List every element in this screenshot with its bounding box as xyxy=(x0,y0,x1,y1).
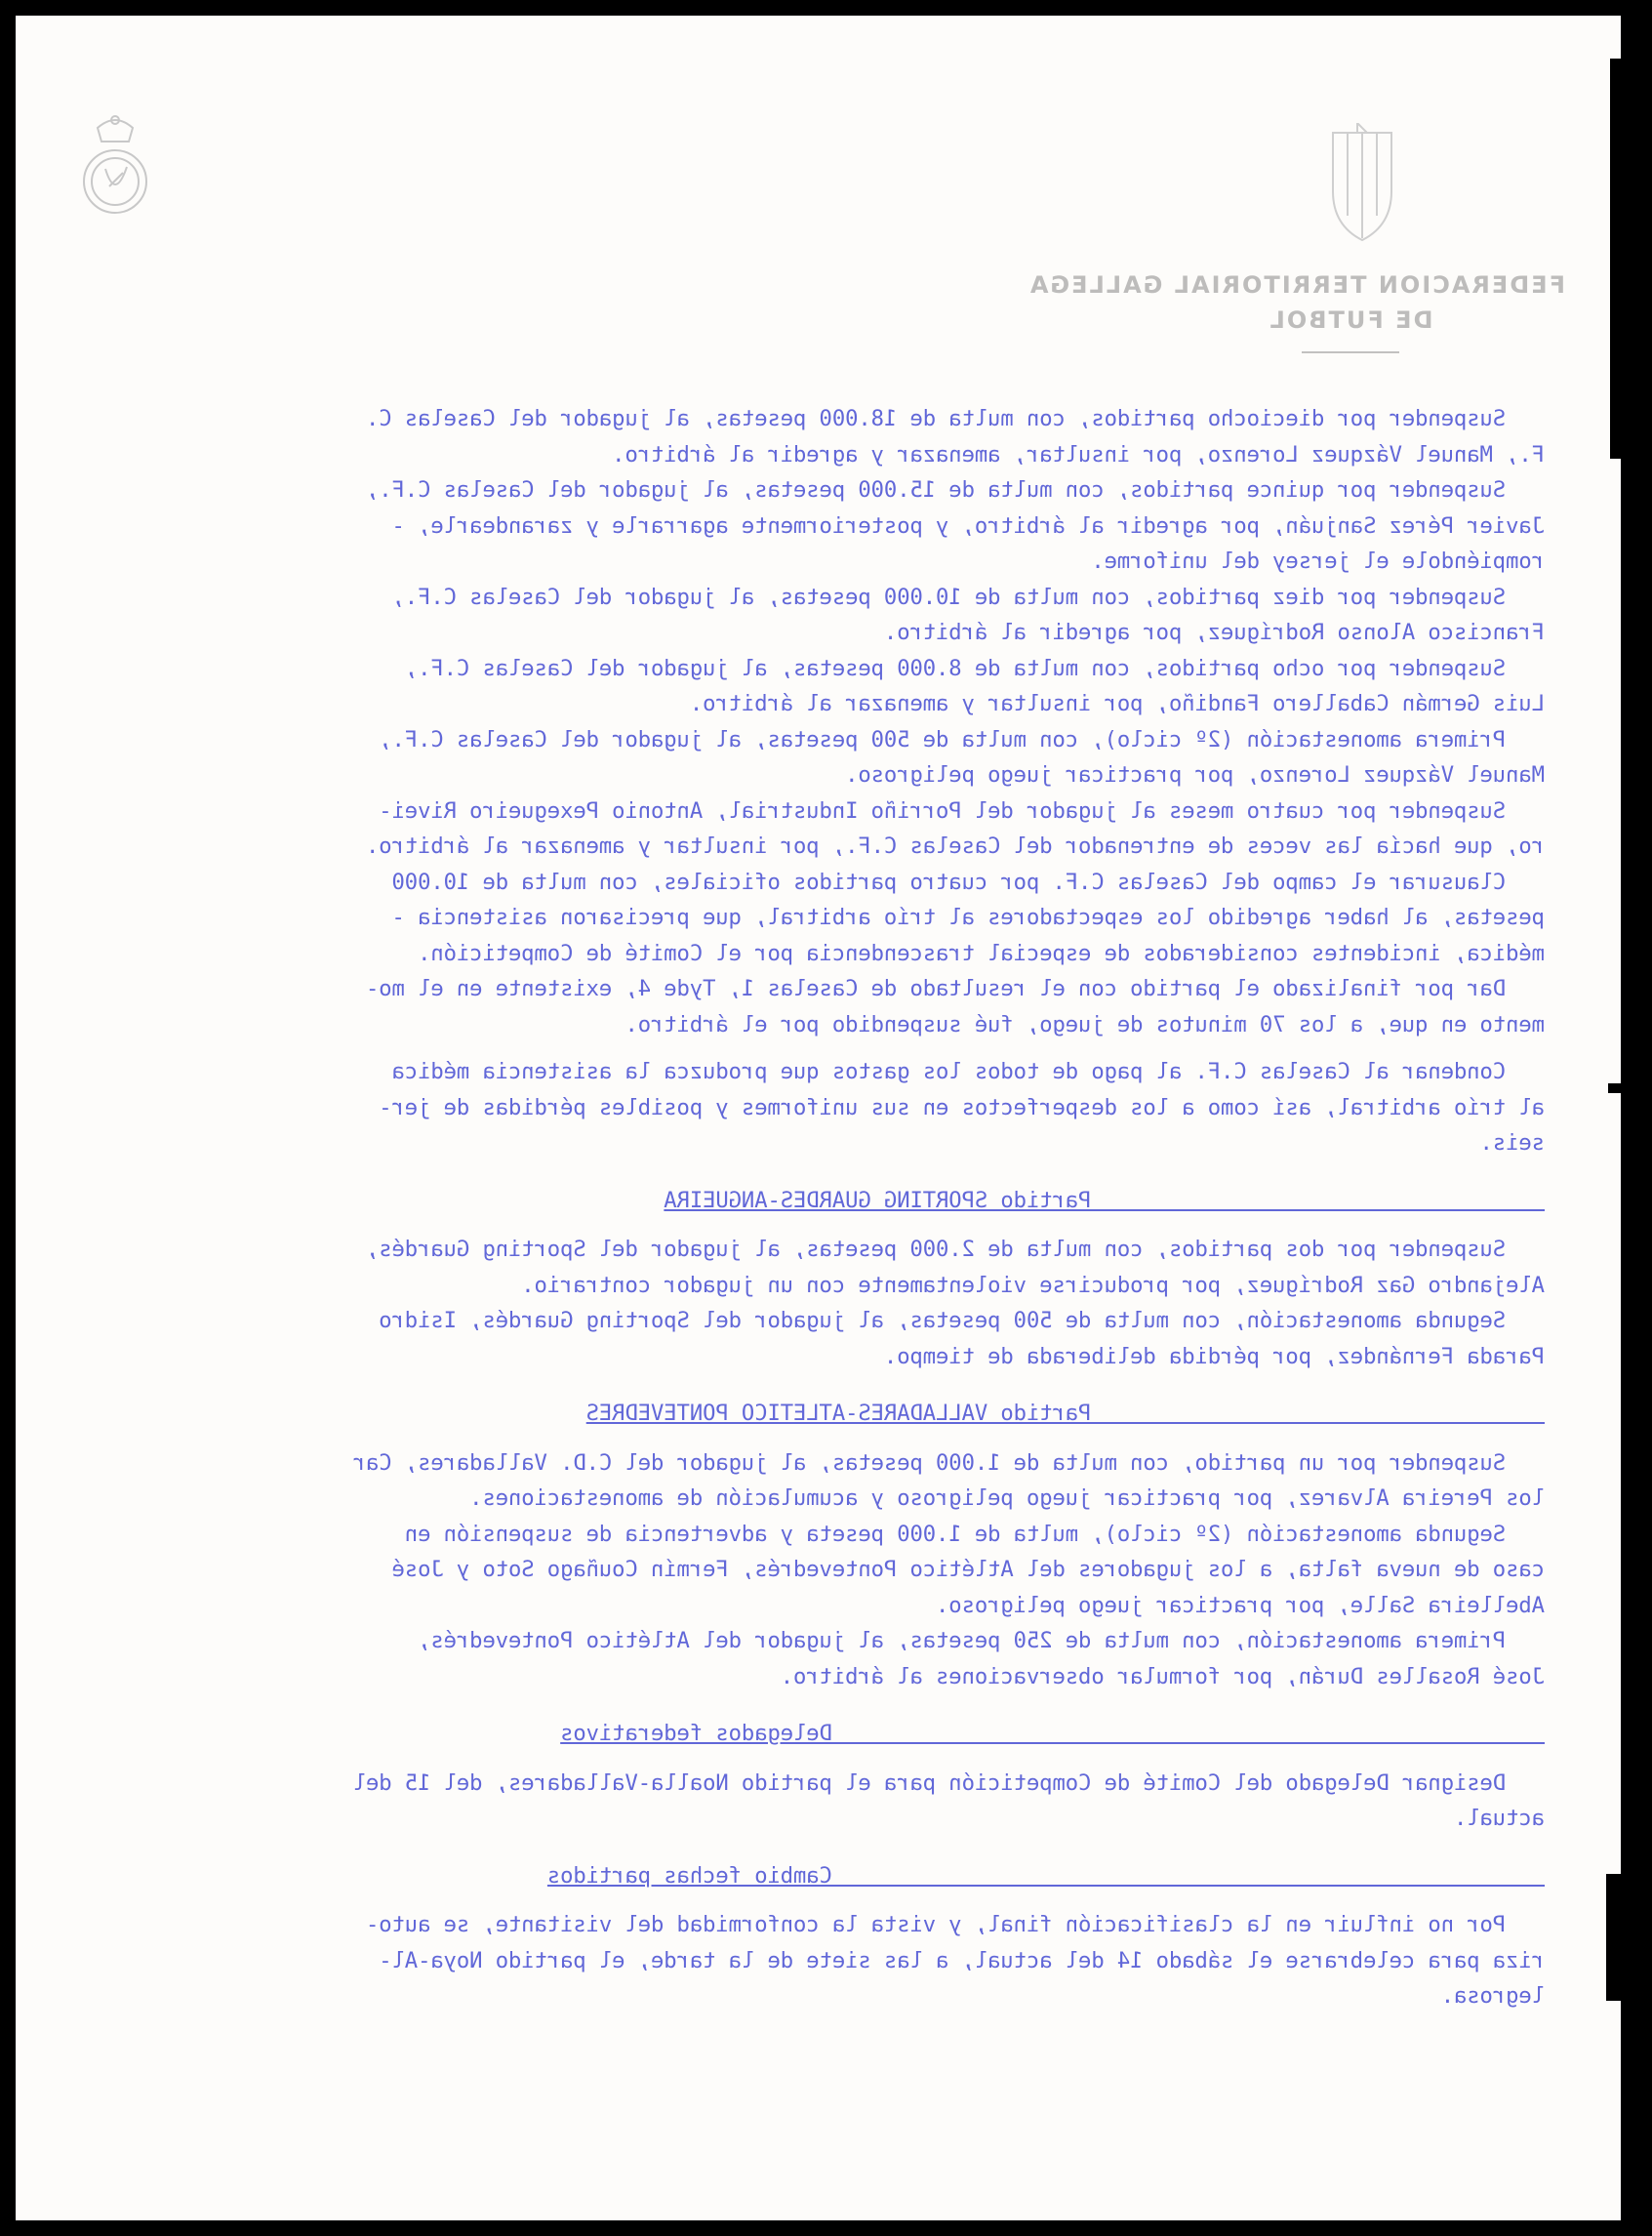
text-line: legrosa. xyxy=(1440,1983,1545,2009)
letterhead-line1: FEDERACION TERRITORIAL GALLEGA xyxy=(1027,271,1565,299)
section-heading: Partido VALLADARES-ATLETICO PONTEVEDRES xyxy=(585,1401,1545,1426)
text-line: Dar por finalizado el partido con el resultado de Caselas 1, Tyde 4, existente en el mo- xyxy=(366,976,1545,1001)
document-page xyxy=(16,16,1621,2220)
text-line: Segunda amonestación, con multa de 500 pesetas, al jugador del Sporting Guardés, Isidro xyxy=(379,1308,1545,1333)
text-line: los Pereira Alvarez, por practicar juego peligroso y acumulación de amonestaciones. xyxy=(469,1485,1545,1511)
royal-crest-watermark-icon xyxy=(76,108,154,230)
text-line: Condenar al Caselas C.F. al pago de todos los gastos que produzca la asistencia médica xyxy=(391,1059,1545,1084)
text-line: Suspender por dieciocho partidos, con multa de 18.000 pesetas, al jugador del Caselas C. xyxy=(366,406,1545,431)
text-line: Suspender por diez partidos, con multa de 10.000 pesetas, al jugador del Caselas C.F., xyxy=(391,584,1545,610)
section-heading: Delegados federativos xyxy=(560,1721,1545,1746)
text-line: Luis Germán Caballero Fandiño, por insultar y amenazar al árbitro. xyxy=(689,691,1545,716)
section-heading: Cambio fechas partidos xyxy=(546,1862,1545,1889)
text-line: Parada Fernández, por pérdida deliberada de tiempo. xyxy=(884,1343,1545,1369)
text-line: Suspender por ocho partidos, con multa de 8.000 pesetas, al jugador del Caselas C.F., xyxy=(404,655,1545,681)
federation-shield-watermark-icon xyxy=(1328,123,1396,245)
page-edge-notch xyxy=(1610,59,1632,459)
text-line: Manuel Vázquez Lorenzo, por practicar juego peligroso. xyxy=(845,762,1545,788)
text-line: Francisco Alonso Rodríguez, por agredir al árbitro. xyxy=(884,620,1545,645)
text-line: Suspender por dos partidos, con multa de 2.000 pesetas, al jugador del Sporting Guardés, xyxy=(366,1237,1545,1262)
text-line: riza para celebrarse el sábado 14 del actual, a las siete de la tarde, el partido Noya-Al- xyxy=(379,1947,1545,1973)
text-line: Clausurar el campo del Caselas C.F. por cuatro partidos oficiales, con multa de 10.000 xyxy=(391,869,1545,895)
text-line: Javier Pérez Sanjuán, por agredir al árbitro, y posteriormente agarrarle y zarandearle, - xyxy=(391,512,1545,539)
text-line: seis. xyxy=(1479,1130,1545,1156)
text-line: Suspender por un partido, con multa de 1.000 pesetas, al jugador del C.D. Valladares, Car xyxy=(352,1449,1545,1476)
text-line: mento en que, a los 70 minutos de juego, fué suspendido por el árbitro. xyxy=(625,1011,1545,1037)
text-line: al trío arbitral, así como a los desperfectos en sus uniformes y posibles pérdidas de jer- xyxy=(379,1094,1545,1120)
text-line: Suspender por cuatro meses al jugador del Porriño Industrial, Antonio Pexegueiro Rivei- xyxy=(379,797,1545,824)
text-line: Alejandro Gaz Rodríguez, por producirse violentamente con un jugador contrario. xyxy=(521,1272,1545,1298)
text-line: Abelleira Salle, por practicar juego peligroso. xyxy=(936,1592,1545,1618)
text-line: actual. xyxy=(1454,1806,1545,1831)
typed-resolution-text xyxy=(61,401,1545,2014)
text-line: médica, incidentes considerados de especial trascendencia por el Comité de Competición. xyxy=(418,940,1545,966)
text-line: José Rosalles Durán, por formular observaciones al árbitro. xyxy=(780,1663,1545,1689)
page-edge-notch xyxy=(1608,1083,1628,1093)
text-line: Primera amonestación, con multa de 250 pesetas, al jugador del Atlético Pontevedrés, xyxy=(418,1628,1545,1653)
text-line: F., Manuel Vázquez Lorenzo, por insultar, amenazar y agredir al árbitro. xyxy=(612,441,1545,468)
text-line: Designar Delegado del Comité de Competición para el partido Noalla-Valladares, del 15 del xyxy=(352,1769,1545,1796)
page-edge-notch xyxy=(1606,1874,1630,2001)
text-line: Primera amonestación (2º ciclo), con multa de 500 pesetas, al jugador del Caselas C.F., xyxy=(379,726,1545,752)
section-heading: Partido SPORTING GUARDES-ANGUEIRA xyxy=(664,1187,1545,1213)
text-line: Por no influir en la clasificación final, y vista la conformidad del visitante, se auto- xyxy=(366,1912,1545,1937)
text-line: Segunda amonestación (2º ciclo), multa de 1.000 peseta y advertencia de suspensión en xyxy=(404,1521,1545,1547)
text-line: rompiéndole el jersey del uniforme. xyxy=(1091,549,1545,574)
text-line: ro, que hacía las veces de entrenador del Caselas C.F., por insultar y amenazar al árbitro. xyxy=(366,833,1545,859)
letterhead-rule xyxy=(1302,351,1399,353)
letterhead-line2: DE FUTBOL xyxy=(1268,306,1433,334)
letterhead xyxy=(1027,267,1565,353)
text-line: Suspender por quince partidos, con multa de 15.000 pesetas, al jugador del Caselas C.F., xyxy=(366,477,1545,503)
text-line: pesetas, al haber agredido los espectadores al trío arbitral, que precisaron asistencia - xyxy=(391,905,1545,930)
text-line: caso de nueva falta, a los jugadores del Atlético Pontevedrés, Fermín Couñago Soto y José xyxy=(391,1557,1545,1582)
